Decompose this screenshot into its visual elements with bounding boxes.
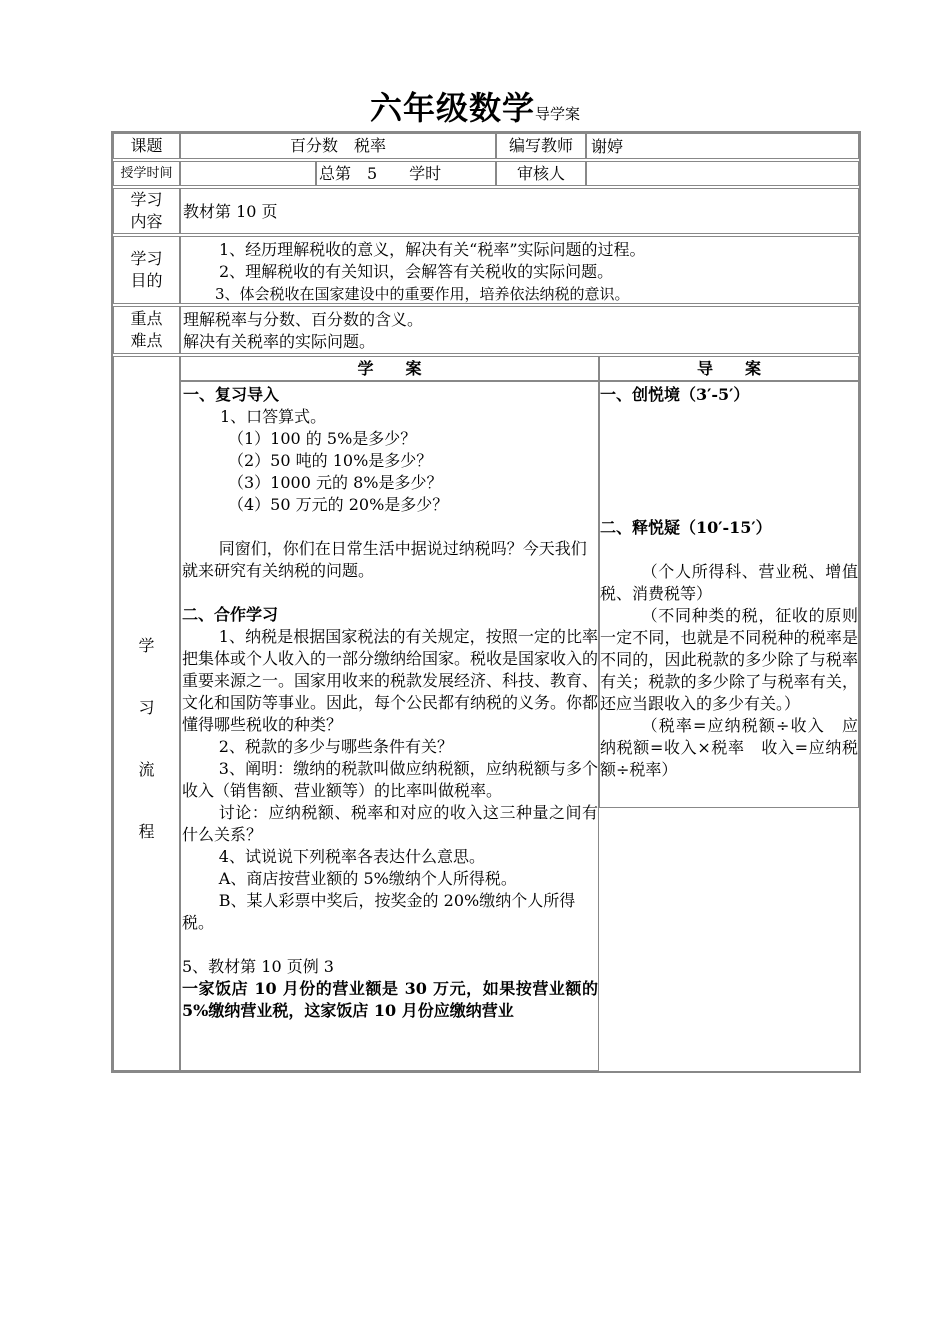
time-label: 授学时间 [120,165,173,181]
keypoints-label-cell [113,306,180,354]
goal-item: 1、经历理解税收的意义，解决有关“税率”实际问题的过程。 [219,240,646,259]
topic-label-cell [113,133,180,159]
topic-value-cell [180,133,496,159]
reviewer-label: 审核人 [516,163,565,183]
flow-label-char: 学 [138,636,155,655]
flow-label-cell [113,356,180,1071]
guide-header: 导 案 [696,358,761,378]
content-label-a: 学习 [130,190,163,209]
study-paragraph: 4、试说说下列税率各表达什么意思。 [218,847,485,866]
study-paragraph: 讨论：应纳税额、税率和对应的收入这三种量之间有什么关系？ [182,803,598,844]
author-value-cell [586,133,859,159]
study-line: （1）100 的 5%是多少？ [228,429,417,448]
content-label-cell [113,188,180,234]
study-example: 一家饭店 10 月份的营业额是 30 万元，如果按营业额的 5%缴纳营业税，这家饭店 10 月份应缴纳营业 [182,979,598,1020]
guide-paragraph: （个人所得科、营业税、增值税、消费税等） [600,562,858,603]
goals-label-a: 学习 [130,249,163,268]
goals-value-cell [180,236,859,304]
guide-text-block [600,561,858,781]
goals-label-cell [113,236,180,304]
study-section-2-title: 二、合作学习 [182,605,279,624]
study-paragraph: B、某人彩票中奖后，按奖金的 20%缴纳个人所得税。 [182,891,576,932]
reviewer-value-cell [586,161,859,186]
guide-section-1: 一、创悦境（3′-5′） [600,385,750,404]
flow-label-char: 流 [138,760,155,779]
study-line: （4）50 万元的 20%是多少？ [228,495,449,514]
author-label: 编写教师 [508,136,573,155]
guide-header-cell [599,356,859,381]
time-label-cell [113,161,180,186]
guide-section-2: 二、释悦疑（10′-15′） [600,518,772,537]
topic-value: 百分数 税率 [289,136,386,155]
study-paragraph: 3、阐明：缴纳的税款叫做应纳税额，应纳税额与多个收入（销售额、营业额等）的比率叫做税率。 [182,759,598,800]
content-value: 教材第 10 页 [183,202,278,221]
study-paragraph: 2、税款的多少与哪些条件有关？ [218,737,453,756]
keypoints-label-a: 重点 [130,309,163,328]
topic-label: 课题 [130,136,163,155]
guide-paragraph: （税率=应纳税额÷收入 应纳税额=收入×税率 收入=应纳税额÷税率） [600,716,858,779]
keypoint-item: 解决有关税率的实际问题。 [183,332,376,351]
period-text: 总第 5 学时 [319,164,442,183]
keypoints-value-cell [180,306,859,354]
goal-item: 2、理解税收的有关知识，会解答有关税收的实际问题。 [219,262,614,281]
author-value: 谢婷 [591,137,624,156]
keypoints-label-b: 难点 [130,331,163,350]
goal-item: 3、体会税收在国家建设中的重要作用，培养依法纳税的意识。 [215,285,630,303]
document-title [0,89,950,127]
title-sub: 导学案 [535,105,581,123]
time-value-cell [180,161,316,186]
title-main: 六年级数学 [369,89,535,127]
study-paragraph: A、商店按营业额的 5%缴纳个人所得税。 [218,869,517,888]
study-header: 学 案 [357,358,422,378]
study-section-1-title: 一、复习导入 [183,385,280,404]
study-line: （3）1000 元的 8%是多少？ [228,473,443,492]
keypoint-item: 理解税率与分数、百分数的含义。 [183,310,424,329]
period-cell [316,161,496,186]
study-paragraph: 1、纳税是根据国家税法的有关规定，按照一定的比率把集体或个人收入的一部分缴纳给国家。税收是国家收入的重要来源之一。国家用收来的税款发展经济、科技、教育、文化和国防等事业。因此，每个公民都有纳税的义务。你都懂得哪些税收的种类？ [182,627,599,734]
study-text-block [182,538,598,1022]
study-line: （2）50 吨的 10%是多少？ [228,451,433,470]
flow-label-char: 习 [138,698,155,717]
reviewer-label-cell [496,161,586,186]
author-label-cell [496,133,586,159]
content-label-b: 内容 [130,212,163,231]
guide-paragraph: （不同种类的税，征收的原则一定不同，也就是不同税种的税率是不同的，因此税款的多少除了与税率有关；税款的多少除了与税率有关，还应当跟收入的多少有关。） [600,606,858,713]
goals-label-b: 目的 [130,271,163,290]
study-header-cell [180,356,599,381]
study-line: 1、口答算式。 [220,407,327,426]
content-value-cell [180,188,859,234]
flow-label-char: 程 [138,822,155,841]
study-paragraph: 5、教材第 10 页例 3 [182,957,334,976]
study-intro: 同窗们，你们在日常生活中据说过纳税吗？今天我们就来研究有关纳税的问题。 [182,539,587,580]
